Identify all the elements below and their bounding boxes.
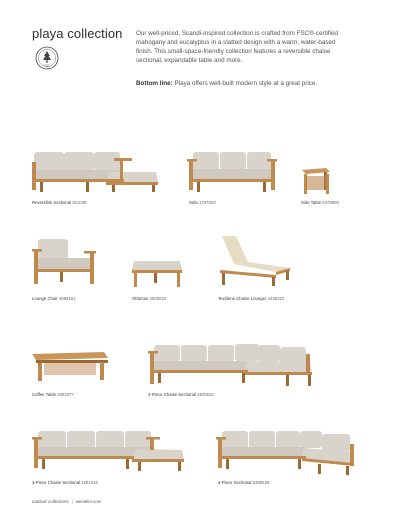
reversible-sectional-caption <box>32 200 86 205</box>
product-sku: 911038 <box>72 200 87 205</box>
product-name: 3-Piece Sectional <box>218 480 252 485</box>
footer-section: outdoor collections <box>32 499 69 504</box>
product-name: Ottoman <box>132 296 149 301</box>
page-title: playa collection <box>32 26 123 41</box>
fsc-tree-icon <box>35 46 59 70</box>
product-name: 3-Piece Chaise Sectional <box>32 480 80 485</box>
product-sku: 1591316 <box>81 480 98 485</box>
product-sku: 4665161 <box>58 296 76 301</box>
3-piece-sectional-image[interactable] <box>214 426 359 478</box>
side-table-caption <box>301 200 339 205</box>
product-name: Textilene Chaise Lounger <box>218 296 267 301</box>
bottom-line <box>136 80 366 89</box>
product-name: Lounge Chair <box>32 296 58 301</box>
product-sku: 2505532 <box>149 296 167 301</box>
product-name: Side Table <box>301 200 321 205</box>
3-piece-chaise-sectional-caption <box>32 480 98 485</box>
product-sku: 5398528 <box>252 480 270 485</box>
reversible-sectional-image[interactable] <box>30 148 160 196</box>
footer-site-link[interactable]: westelm.com <box>75 499 102 504</box>
textilene-chaise-lounger-image[interactable] <box>216 234 294 288</box>
product-sku: 1767053 <box>199 200 216 205</box>
side-table-image[interactable] <box>300 166 332 196</box>
ottoman-image[interactable] <box>130 258 184 290</box>
4-piece-chaise-sectional-caption <box>148 392 214 397</box>
fsc-seal-text: FSC <box>44 64 50 68</box>
footer <box>32 499 101 504</box>
product-sku: 3083377 <box>57 392 74 397</box>
coffee-table-image[interactable] <box>30 350 110 384</box>
product-name: Sofa <box>189 200 198 205</box>
intro-paragraph: Our well-priced, Scandi-inspired collection is crafted from FSC®-certified mahogany and eucalyptus in a slatted design with a warm, water-based finish. This small-space-friendly collection features a reversible chaise sectional, expandable table and more. <box>136 30 339 64</box>
product-sku: 6379890 <box>322 200 339 205</box>
lounge-chair-image[interactable] <box>30 236 98 288</box>
sofa-image[interactable] <box>187 148 277 196</box>
product-sku: 4436322 <box>267 296 285 301</box>
ottoman-caption <box>132 296 166 301</box>
product-name: Reversible Sectional <box>32 200 72 205</box>
coffee-table-caption <box>32 392 74 397</box>
product-name: 4-Piece Chaise Sectional <box>148 392 196 397</box>
3-piece-sectional-caption <box>218 480 269 485</box>
3-piece-chaise-sectional-image[interactable] <box>30 426 190 476</box>
product-name: Coffee Table <box>32 392 56 397</box>
sofa-caption <box>189 200 216 205</box>
bottom-line-text: Playa offers well-built modern style at a great price. <box>174 80 318 87</box>
footer-separator: | <box>71 499 73 504</box>
4-piece-chaise-sectional-image[interactable] <box>146 340 316 392</box>
textilene-chaise-lounger-caption <box>218 296 284 301</box>
lounge-chair-caption <box>32 296 76 301</box>
bottom-line-label: Bottom line: <box>136 80 173 87</box>
product-sku: 2505532 <box>197 392 214 397</box>
